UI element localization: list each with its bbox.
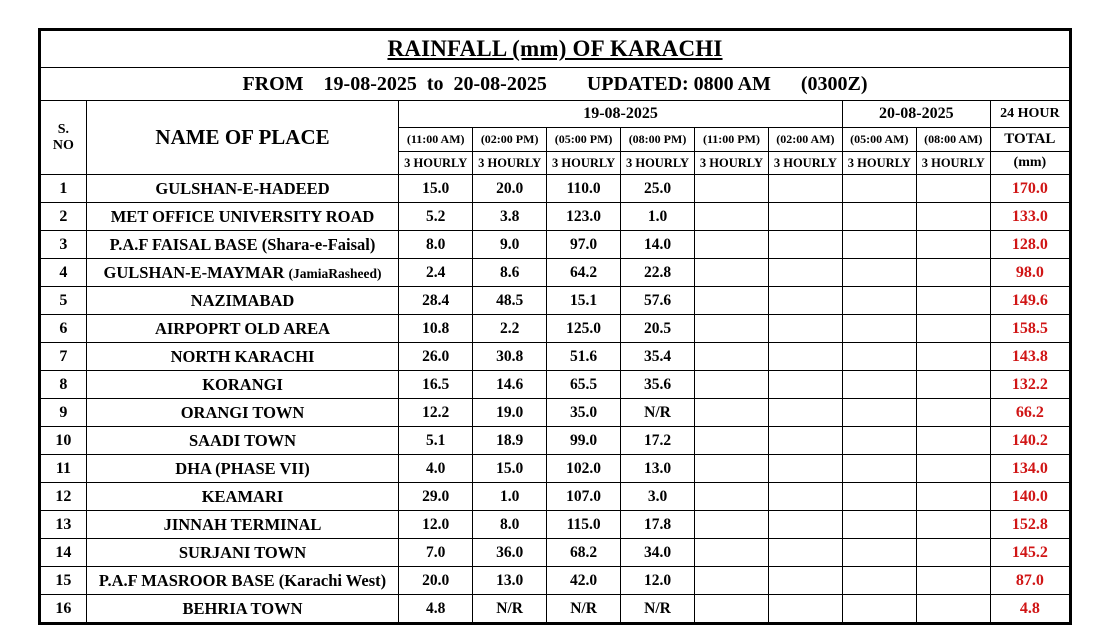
table-row [41, 539, 1070, 567]
row-value-3: 15.1 [547, 287, 621, 315]
row-total: 170.0 [990, 175, 1069, 203]
row-total: 128.0 [990, 231, 1069, 259]
row-value-1: 26.0 [399, 343, 473, 371]
row-value-5 [694, 455, 768, 483]
row-place-name: GULSHAN-E-MAYMAR [103, 262, 285, 282]
row-value-7 [842, 343, 916, 371]
row-value-6 [768, 427, 842, 455]
row-value-3: 123.0 [547, 203, 621, 231]
table-row [41, 287, 1070, 315]
row-serial: 1 [41, 175, 87, 203]
table-row [41, 595, 1070, 623]
row-value-4: N/R [621, 399, 695, 427]
row-value-1: 4.8 [399, 595, 473, 623]
header-slot-interval-7: 3 HOURLY [842, 152, 916, 175]
row-value-7 [842, 287, 916, 315]
header-slot-interval-8: 3 HOURLY [916, 152, 990, 175]
row-total: 133.0 [990, 203, 1069, 231]
row-value-6 [768, 343, 842, 371]
row-value-8 [916, 595, 990, 623]
row-value-8 [916, 427, 990, 455]
row-value-4: 35.4 [621, 343, 695, 371]
row-value-2: 8.0 [473, 511, 547, 539]
row-value-8 [916, 231, 990, 259]
row-value-8 [916, 455, 990, 483]
row-total: 149.6 [990, 287, 1069, 315]
row-value-8 [916, 287, 990, 315]
row-value-8 [916, 567, 990, 595]
table-row [41, 343, 1070, 371]
row-serial: 4 [41, 259, 87, 287]
row-place [86, 259, 398, 287]
row-value-8 [916, 483, 990, 511]
header-serial-line1: S. [57, 121, 70, 137]
row-total: 98.0 [990, 259, 1069, 287]
row-value-5 [694, 595, 768, 623]
row-value-2: 36.0 [473, 539, 547, 567]
row-value-4: N/R [621, 595, 695, 623]
row-value-8 [916, 259, 990, 287]
row-place-name: JINNAH TERMINAL [163, 514, 322, 534]
row-value-6 [768, 259, 842, 287]
row-value-4: 57.6 [621, 287, 695, 315]
row-value-3: 35.0 [547, 399, 621, 427]
row-value-5 [694, 315, 768, 343]
row-value-4: 17.2 [621, 427, 695, 455]
row-total: 87.0 [990, 567, 1069, 595]
row-value-7 [842, 427, 916, 455]
row-serial: 6 [41, 315, 87, 343]
header-total-label: TOTAL [990, 128, 1069, 152]
row-value-7 [842, 231, 916, 259]
row-place [86, 371, 398, 399]
table-row [41, 175, 1070, 203]
row-value-4: 12.0 [621, 567, 695, 595]
row-place-name: DHA (PHASE VII) [175, 458, 310, 478]
header-slot-interval-2: 3 HOURLY [473, 152, 547, 175]
row-value-3: 115.0 [547, 511, 621, 539]
row-value-7 [842, 511, 916, 539]
row-value-6 [768, 595, 842, 623]
row-place [86, 483, 398, 511]
row-value-5 [694, 427, 768, 455]
row-value-4: 3.0 [621, 483, 695, 511]
row-total: 145.2 [990, 539, 1069, 567]
row-value-1: 5.1 [399, 427, 473, 455]
row-value-1: 29.0 [399, 483, 473, 511]
header-slot-time-2: (02:00 PM) [473, 128, 547, 152]
row-value-4: 14.0 [621, 231, 695, 259]
row-value-8 [916, 371, 990, 399]
row-value-1: 5.2 [399, 203, 473, 231]
row-value-3: 110.0 [547, 175, 621, 203]
row-place-name: NORTH KARACHI [170, 346, 315, 366]
row-value-4: 1.0 [621, 203, 695, 231]
row-serial: 5 [41, 287, 87, 315]
row-place-name: BEHRIA TOWN [182, 598, 303, 618]
row-serial: 14 [41, 539, 87, 567]
row-serial: 15 [41, 567, 87, 595]
header-serial-line2: NO [52, 137, 74, 153]
row-value-5 [694, 231, 768, 259]
row-value-2: 48.5 [473, 287, 547, 315]
row-value-7 [842, 455, 916, 483]
row-value-6 [768, 315, 842, 343]
row-value-7 [842, 315, 916, 343]
row-value-6 [768, 567, 842, 595]
row-value-1: 7.0 [399, 539, 473, 567]
table-row [41, 371, 1070, 399]
row-value-8 [916, 315, 990, 343]
row-value-5 [694, 203, 768, 231]
row-value-1: 15.0 [399, 175, 473, 203]
header-slot-interval-5: 3 HOURLY [694, 152, 768, 175]
row-value-7 [842, 203, 916, 231]
row-serial: 7 [41, 343, 87, 371]
report-title [41, 31, 1070, 68]
row-value-7 [842, 259, 916, 287]
row-place-name: P.A.F MASROOR BASE (Karachi West) [98, 570, 387, 590]
row-value-3: 125.0 [547, 315, 621, 343]
row-value-1: 4.0 [399, 455, 473, 483]
row-value-6 [768, 203, 842, 231]
header-slot-interval-1: 3 HOURLY [399, 152, 473, 175]
row-value-3: 107.0 [547, 483, 621, 511]
row-value-1: 8.0 [399, 231, 473, 259]
row-total: 143.8 [990, 343, 1069, 371]
row-serial: 3 [41, 231, 87, 259]
row-value-3: 65.5 [547, 371, 621, 399]
row-total: 152.8 [990, 511, 1069, 539]
row-value-7 [842, 483, 916, 511]
row-value-6 [768, 399, 842, 427]
row-place [86, 539, 398, 567]
row-value-2: 1.0 [473, 483, 547, 511]
header-name-of-place: NAME OF PLACE [86, 101, 398, 175]
row-value-2: 9.0 [473, 231, 547, 259]
row-value-1: 12.0 [399, 511, 473, 539]
row-value-8 [916, 539, 990, 567]
row-value-4: 35.6 [621, 371, 695, 399]
title-row [41, 31, 1070, 68]
row-place-name: AIRPOPRT OLD AREA [154, 318, 331, 338]
header-slot-time-8: (08:00 AM) [916, 128, 990, 152]
row-value-2: 14.6 [473, 371, 547, 399]
table-row [41, 259, 1070, 287]
header-row-1 [41, 101, 1070, 128]
row-value-3: 64.2 [547, 259, 621, 287]
row-value-2: 15.0 [473, 455, 547, 483]
row-value-6 [768, 287, 842, 315]
row-value-7 [842, 567, 916, 595]
row-total: 66.2 [990, 399, 1069, 427]
row-value-3: 51.6 [547, 343, 621, 371]
table-row [41, 511, 1070, 539]
table-row [41, 483, 1070, 511]
row-value-5 [694, 343, 768, 371]
row-serial: 9 [41, 399, 87, 427]
row-serial: 8 [41, 371, 87, 399]
row-place-note: (JamiaRasheed) [288, 265, 382, 281]
row-place [86, 567, 398, 595]
header-slot-interval-4: 3 HOURLY [621, 152, 695, 175]
row-value-6 [768, 175, 842, 203]
row-serial: 13 [41, 511, 87, 539]
header-slot-interval-3: 3 HOURLY [547, 152, 621, 175]
table-row [41, 315, 1070, 343]
row-value-4: 20.5 [621, 315, 695, 343]
row-place-name: GULSHAN-E-HADEED [155, 178, 330, 198]
table-row [41, 567, 1070, 595]
row-serial: 2 [41, 203, 87, 231]
row-value-4: 25.0 [621, 175, 695, 203]
row-value-1: 28.4 [399, 287, 473, 315]
row-value-2: N/R [473, 595, 547, 623]
row-value-3: 68.2 [547, 539, 621, 567]
row-value-7 [842, 595, 916, 623]
row-value-4: 17.8 [621, 511, 695, 539]
header-slot-time-4: (08:00 PM) [621, 128, 695, 152]
row-total: 134.0 [990, 455, 1069, 483]
header-date-group-1: 19-08-2025 [399, 101, 843, 128]
row-value-8 [916, 399, 990, 427]
row-value-3: 99.0 [547, 427, 621, 455]
header-slot-time-5: (11:00 PM) [694, 128, 768, 152]
row-value-2: 18.9 [473, 427, 547, 455]
row-value-5 [694, 371, 768, 399]
row-value-2: 19.0 [473, 399, 547, 427]
rainfall-table [40, 30, 1070, 623]
row-place-name: SURJANI TOWN [178, 542, 307, 562]
row-total: 140.0 [990, 483, 1069, 511]
row-serial: 16 [41, 595, 87, 623]
row-place-name: ORANGI TOWN [180, 402, 305, 422]
row-total: 4.8 [990, 595, 1069, 623]
report-subtitle: FROM 19-08-2025 to 20-08-2025 UPDATED: 0800 AM (0300Z) [41, 68, 1070, 101]
table-row [41, 455, 1070, 483]
rainfall-report-sheet [38, 28, 1072, 625]
row-place [86, 511, 398, 539]
row-place-name: SAADI TOWN [188, 430, 297, 450]
row-value-5 [694, 399, 768, 427]
row-value-6 [768, 483, 842, 511]
header-slot-time-7: (05:00 AM) [842, 128, 916, 152]
row-value-6 [768, 539, 842, 567]
row-value-8 [916, 203, 990, 231]
row-place [86, 343, 398, 371]
row-value-6 [768, 511, 842, 539]
row-value-7 [842, 539, 916, 567]
row-value-2: 2.2 [473, 315, 547, 343]
row-value-7 [842, 175, 916, 203]
row-value-1: 10.8 [399, 315, 473, 343]
row-place [86, 595, 398, 623]
header-24-hour: 24 HOUR [990, 101, 1069, 128]
row-value-7 [842, 371, 916, 399]
row-value-4: 13.0 [621, 455, 695, 483]
row-value-5 [694, 287, 768, 315]
row-place [86, 315, 398, 343]
row-value-8 [916, 343, 990, 371]
row-value-3: 42.0 [547, 567, 621, 595]
report-title-text: RAINFALL (mm) OF KARACHI [387, 36, 723, 61]
row-place [86, 427, 398, 455]
row-value-1: 12.2 [399, 399, 473, 427]
row-value-5 [694, 259, 768, 287]
row-place [86, 287, 398, 315]
header-total-unit: (mm) [990, 152, 1069, 175]
header-date-group-2: 20-08-2025 [842, 101, 990, 128]
row-value-8 [916, 511, 990, 539]
row-value-4: 22.8 [621, 259, 695, 287]
row-value-7 [842, 399, 916, 427]
header-serial-number [41, 101, 87, 175]
table-row [41, 203, 1070, 231]
row-place [86, 203, 398, 231]
row-total: 158.5 [990, 315, 1069, 343]
row-value-5 [694, 511, 768, 539]
row-value-2: 8.6 [473, 259, 547, 287]
row-value-6 [768, 455, 842, 483]
row-place [86, 175, 398, 203]
row-value-1: 2.4 [399, 259, 473, 287]
row-value-8 [916, 175, 990, 203]
row-value-2: 13.0 [473, 567, 547, 595]
subtitle-row [41, 68, 1070, 101]
row-value-6 [768, 371, 842, 399]
row-place-name: KORANGI [202, 374, 283, 394]
row-value-3: N/R [547, 595, 621, 623]
row-place [86, 231, 398, 259]
row-value-1: 16.5 [399, 371, 473, 399]
table-row [41, 399, 1070, 427]
row-place-name: P.A.F FAISAL BASE (Shara-e-Faisal) [109, 234, 376, 254]
header-slot-time-6: (02:00 AM) [768, 128, 842, 152]
row-serial: 11 [41, 455, 87, 483]
header-slot-time-1: (11:00 AM) [399, 128, 473, 152]
row-place-name: MET OFFICE UNIVERSITY ROAD [110, 206, 375, 226]
row-value-5 [694, 567, 768, 595]
row-value-3: 97.0 [547, 231, 621, 259]
row-place [86, 399, 398, 427]
row-total: 132.2 [990, 371, 1069, 399]
table-row [41, 427, 1070, 455]
header-slot-time-3: (05:00 PM) [547, 128, 621, 152]
row-serial: 10 [41, 427, 87, 455]
row-place [86, 455, 398, 483]
row-value-6 [768, 231, 842, 259]
row-value-5 [694, 175, 768, 203]
row-total: 140.2 [990, 427, 1069, 455]
row-value-2: 3.8 [473, 203, 547, 231]
row-value-5 [694, 483, 768, 511]
row-value-2: 30.8 [473, 343, 547, 371]
row-value-5 [694, 539, 768, 567]
header-slot-interval-6: 3 HOURLY [768, 152, 842, 175]
row-place-name: KEAMARI [201, 486, 284, 506]
row-value-1: 20.0 [399, 567, 473, 595]
row-value-4: 34.0 [621, 539, 695, 567]
row-value-2: 20.0 [473, 175, 547, 203]
row-place-name: NAZIMABAD [190, 290, 295, 310]
row-value-3: 102.0 [547, 455, 621, 483]
table-row [41, 231, 1070, 259]
row-serial: 12 [41, 483, 87, 511]
